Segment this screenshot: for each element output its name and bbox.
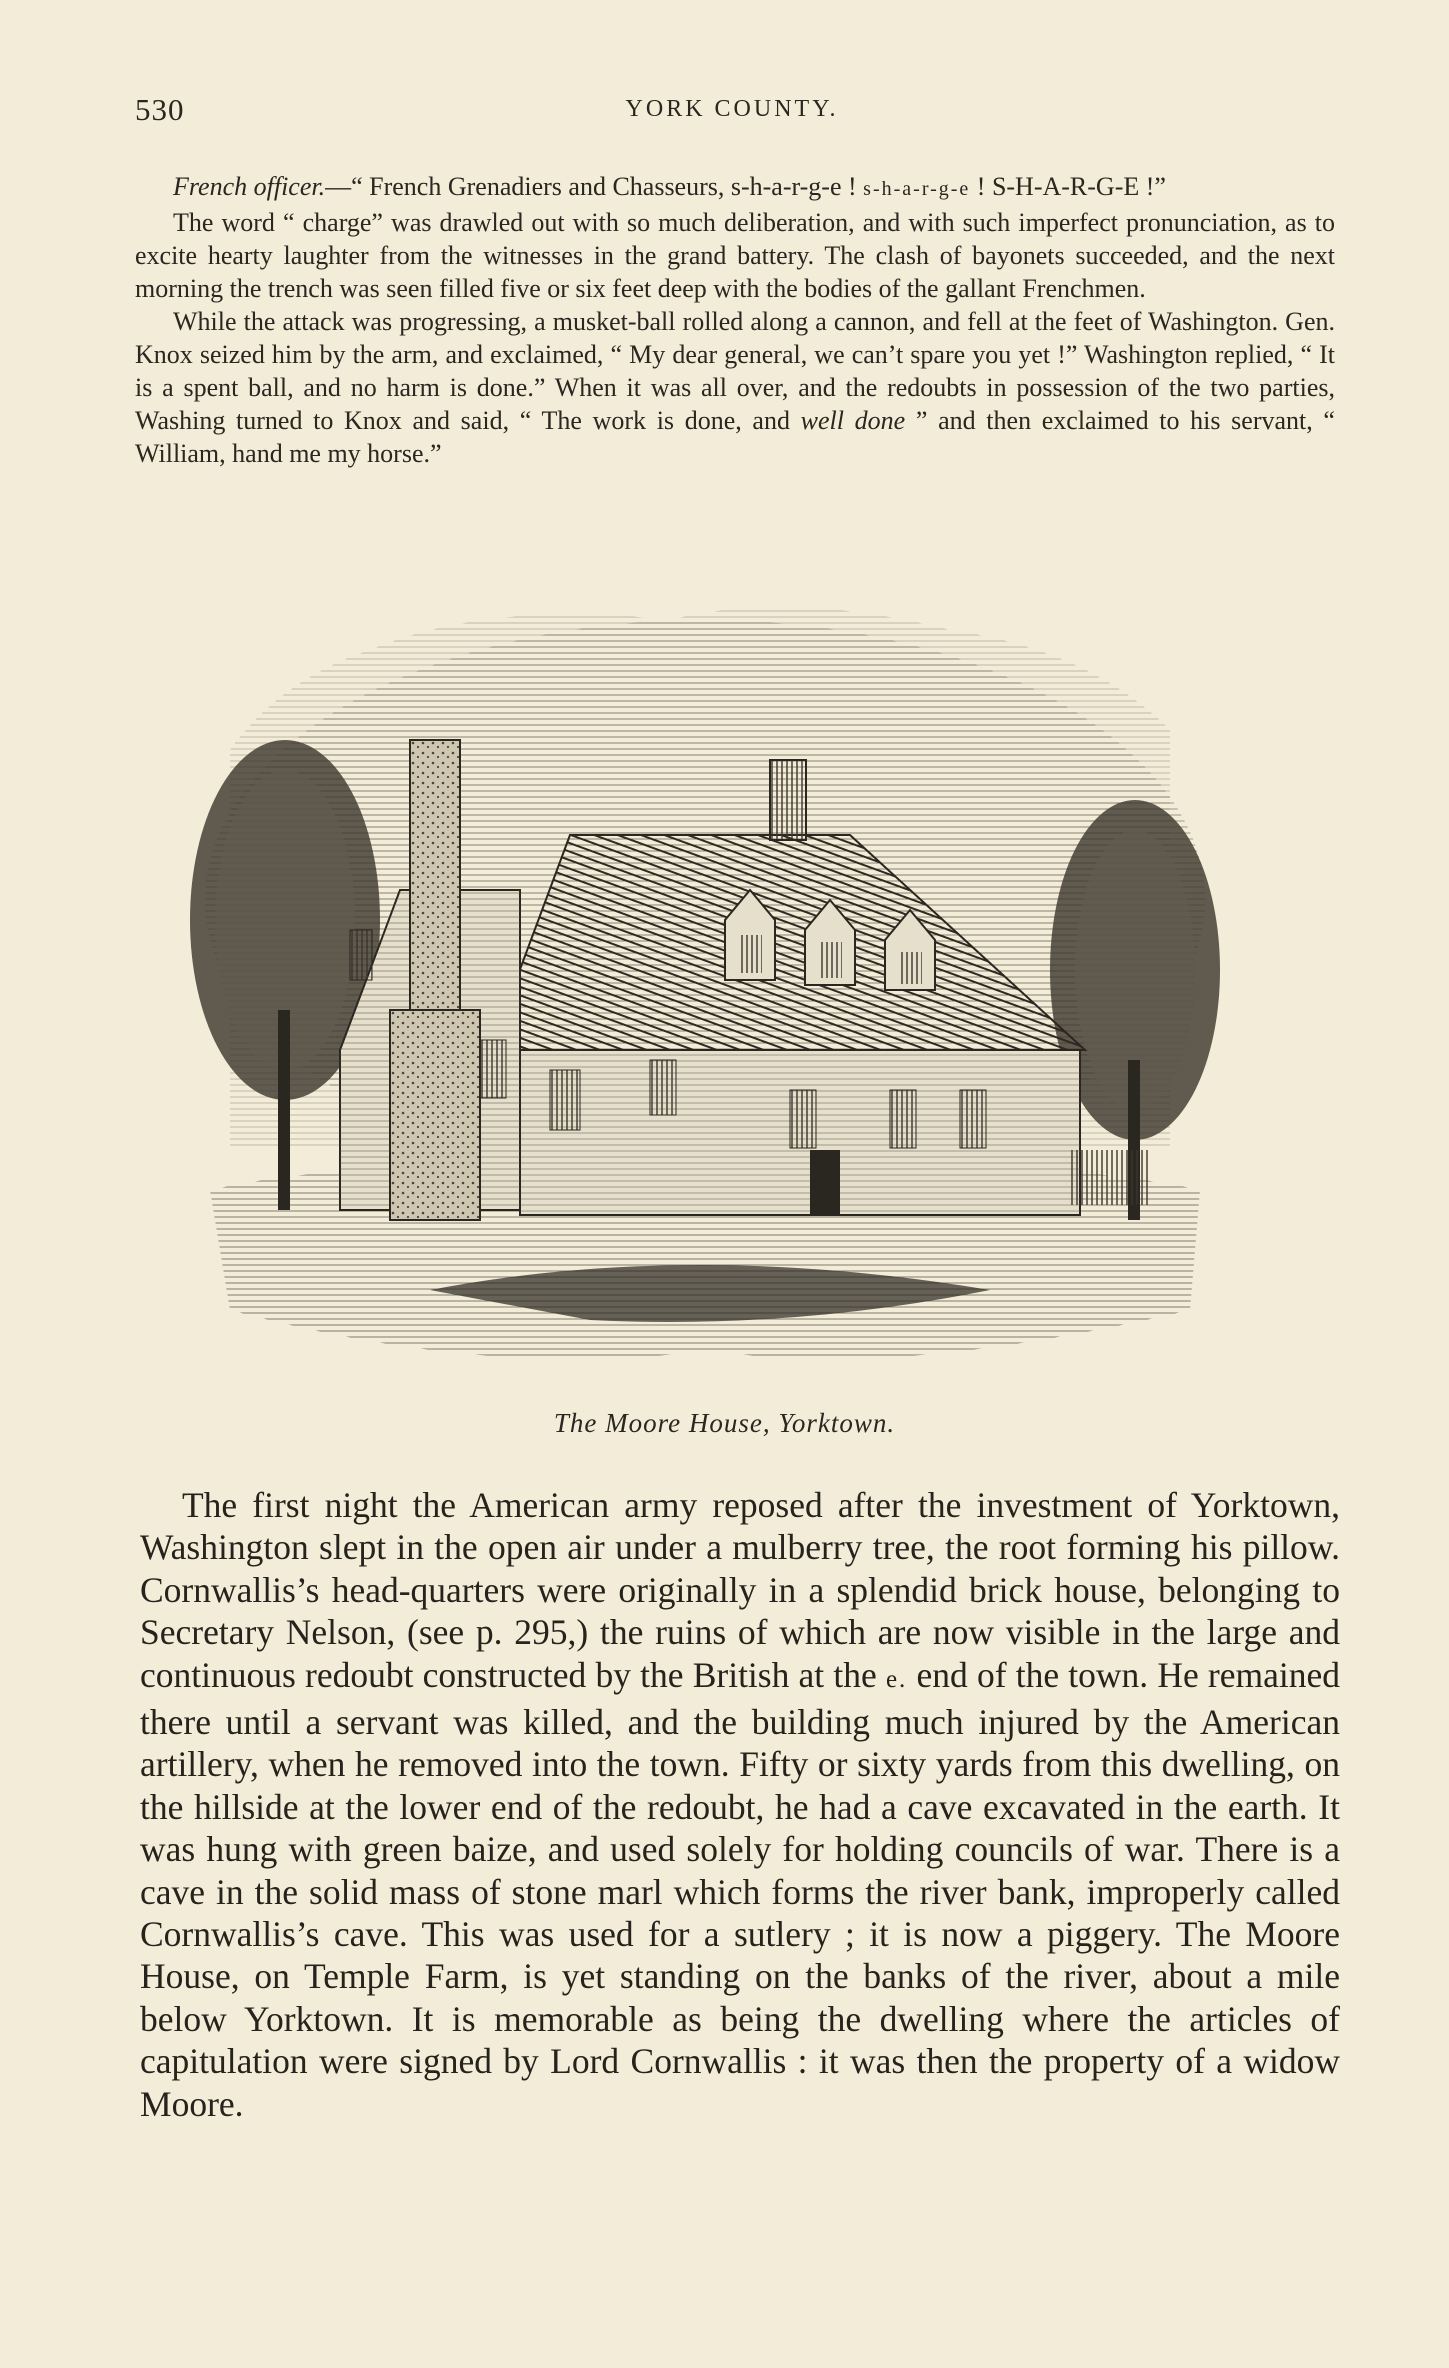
paragraph-text: The first night the American army reposed after the investment of Yorktown, Washington slept in the open air under a mulberry tree, the root forming his pillow. Cornwallis’s head-quarters were originally in a splendid brick house, belonging to Secretary Nelson, (see p. 295,) the ruins of which are now visible in the large and continuous redoubt constructed by the British at the xyxy=(140,1485,1340,1695)
paragraph-musket-ball xyxy=(135,305,1335,470)
paragraph-first-night xyxy=(140,1484,1340,2125)
fence xyxy=(1070,1150,1150,1205)
emphasis-text: well done xyxy=(800,406,906,435)
body-text-block xyxy=(140,1484,1340,2125)
paragraph-charge: The word “ charge” was drawled out with so much deliberation, and with such imperfect pronunciation, as to excite hearty laughter from the witnesses in the grand battery. The clash of bayonets succeeded, and the next morning the trench was seen filled five or six feet deep with the bodies of the gallant Frenchmen. xyxy=(135,208,1335,303)
paragraph-text: While the attack was progressing, a musket-ball rolled along a cannon, and fell at the feet of Washington. Gen. Knox seized him by the arm, and exclaimed, “ My dear general, we can’t spare you yet !” Washington replied, “ It is a spent ball, and no harm is done.” When it was all over, and the redoubts in possession of the two parties, Washing turned to Knox and said, “ The work is done, and xyxy=(135,307,1335,435)
paragraph-text-end: end of the town. He remained there until a servant was killed, and the building much injured by the American artillery, when he removed into the town. Fifty or sixty yards from this dwelling, on the hillside at the lower end of the redoubt, he had a cave excavated in the earth. It was hung with green baize, and used solely for holding councils of war. There is a cave in the solid mass of stone marl which forms the river bank, improperly called Cornwallis’s cave. This was used for a sutlery ; it is now a piggery. The Moore House, on Temple Farm, is yet standing on the banks of the river, about a mile below Yorktown. It is memorable as being the dwelling where the articles of capitulation were signed by Lord Cornwallis : it was then the property of a widow Moore. xyxy=(140,1654,1340,2124)
running-title: YORK COUNTY. xyxy=(625,96,839,122)
dialogue-line: —“ French Grenadiers and Chasseurs, s-h-a-r-g-e ! xyxy=(325,172,864,201)
dialogue-smallcaps: s-h-a-r-g-e xyxy=(863,178,971,200)
smallcaps-text: e. xyxy=(885,1665,908,1693)
front-door xyxy=(810,1150,840,1215)
figure-caption: The Moore House, Yorktown. xyxy=(553,1408,896,1438)
dialogue-line-end: ! S-H-A-R-G-E !” xyxy=(970,172,1166,201)
running-head xyxy=(135,92,1329,132)
top-text-block xyxy=(135,170,1335,470)
dialogue-paragraph xyxy=(135,170,1335,206)
moore-house-engraving xyxy=(190,590,1220,1380)
engraving-image xyxy=(190,590,1220,1380)
paragraph-text-end: ” and then exclaimed to his servant, “ William, hand me my horse.” xyxy=(135,406,1335,468)
brick-chimney xyxy=(770,760,806,840)
page-number: 530 xyxy=(135,92,185,127)
speaker-label: French officer. xyxy=(173,172,326,201)
